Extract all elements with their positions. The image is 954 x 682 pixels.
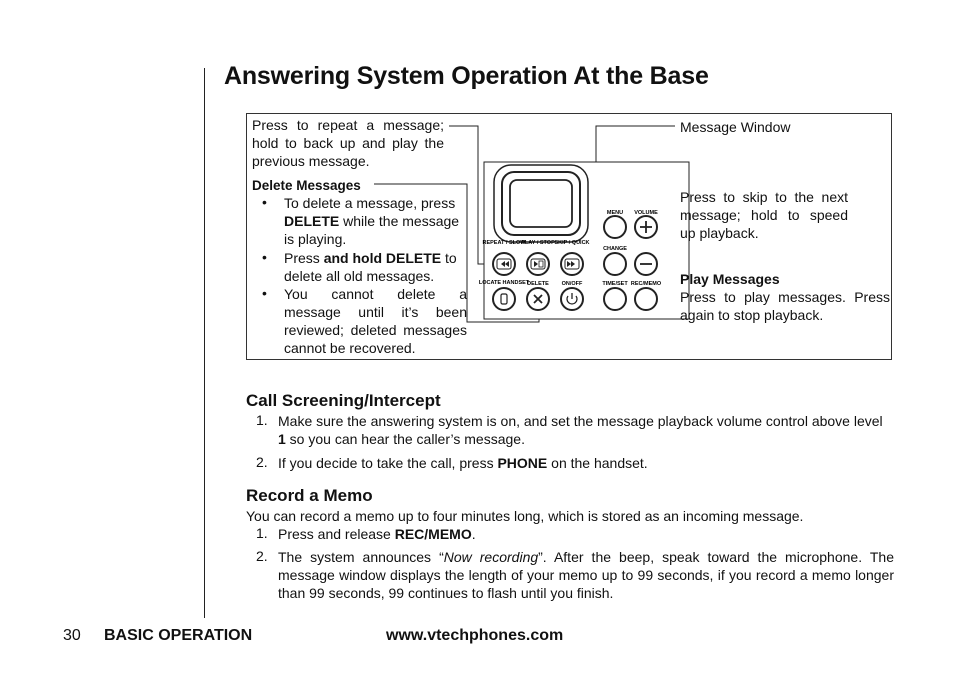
answering-system-figure — [246, 113, 892, 360]
play-label: PLAY / STOP — [521, 240, 555, 246]
recmemo-label: REC/MEMO — [630, 281, 662, 287]
delete-bullet-1: To delete a message, press DELETE while the message is playing. — [284, 195, 460, 247]
record-memo-intro: You can record a memo up to four minutes long, which is stored as an incoming message. — [246, 508, 804, 524]
website-url: www.vtechphones.com — [386, 627, 564, 644]
window-callout: Message Window — [680, 119, 791, 135]
volume-label: VOLUME — [634, 210, 658, 216]
step-number: 2. — [256, 548, 268, 564]
skip-label: SKIP / QUICK — [554, 240, 590, 246]
change-label: CHANGE — [603, 246, 627, 252]
page-title: Answering System Operation At the Base — [224, 62, 709, 90]
delete-heading: Delete Messages — [252, 178, 361, 193]
call-screening-step-2: If you decide to take the call, press PHONE on the handset. — [278, 455, 648, 471]
bullet-marker: • — [262, 249, 267, 265]
delete-label: DELETE — [527, 281, 549, 287]
vertical-rule — [204, 68, 205, 618]
locate-label: LOCATE HANDSET — [478, 280, 530, 286]
bullet-marker: • — [262, 285, 267, 301]
record-memo-step-1: Press and release REC/MEMO. — [278, 526, 476, 542]
onoff-label: ON/OFF — [561, 281, 583, 287]
skip-callout: Press to skip to the next message; hold to speed up playback. — [680, 189, 848, 241]
menu-label: MENU — [606, 210, 624, 216]
delete-bullet-2: Press and hold DELETE to delete all old messages. — [284, 250, 457, 284]
delete-bullet-3: You cannot delete a message until it’s been reviewed; deleted messages cannot be recovered. — [284, 286, 467, 356]
play-heading: Play Messages — [680, 271, 780, 287]
step-number: 1. — [256, 412, 268, 428]
repeat-callout: Press to repeat a message; hold to back up and play the previous message. — [252, 117, 444, 169]
page-number: 30 — [63, 627, 81, 644]
repeat-label: REPEAT / SLOW — [482, 240, 526, 246]
record-memo-step-2: The system announces “Now recording”. After the beep, speak toward the microphone. The message window displays the length of your memo up to 99 seconds, if you record a memo longer than 99 seconds, 99 continues to flash until you finish. — [278, 549, 894, 601]
call-screening-heading: Call Screening/Intercept — [246, 391, 441, 410]
step-number: 2. — [256, 454, 268, 470]
call-screening-step-1: Make sure the answering system is on, and set the message playback volume control above level 1 so you can hear the caller’s message. — [278, 413, 883, 447]
record-memo-heading: Record a Memo — [246, 486, 373, 505]
play-callout: Press to play messages. Press again to stop playback. — [680, 289, 890, 323]
timeset-label: TIME/SET — [602, 281, 628, 287]
bullet-marker: • — [262, 194, 267, 210]
step-number: 1. — [256, 525, 268, 541]
section-name: BASIC OPERATION — [104, 627, 253, 644]
